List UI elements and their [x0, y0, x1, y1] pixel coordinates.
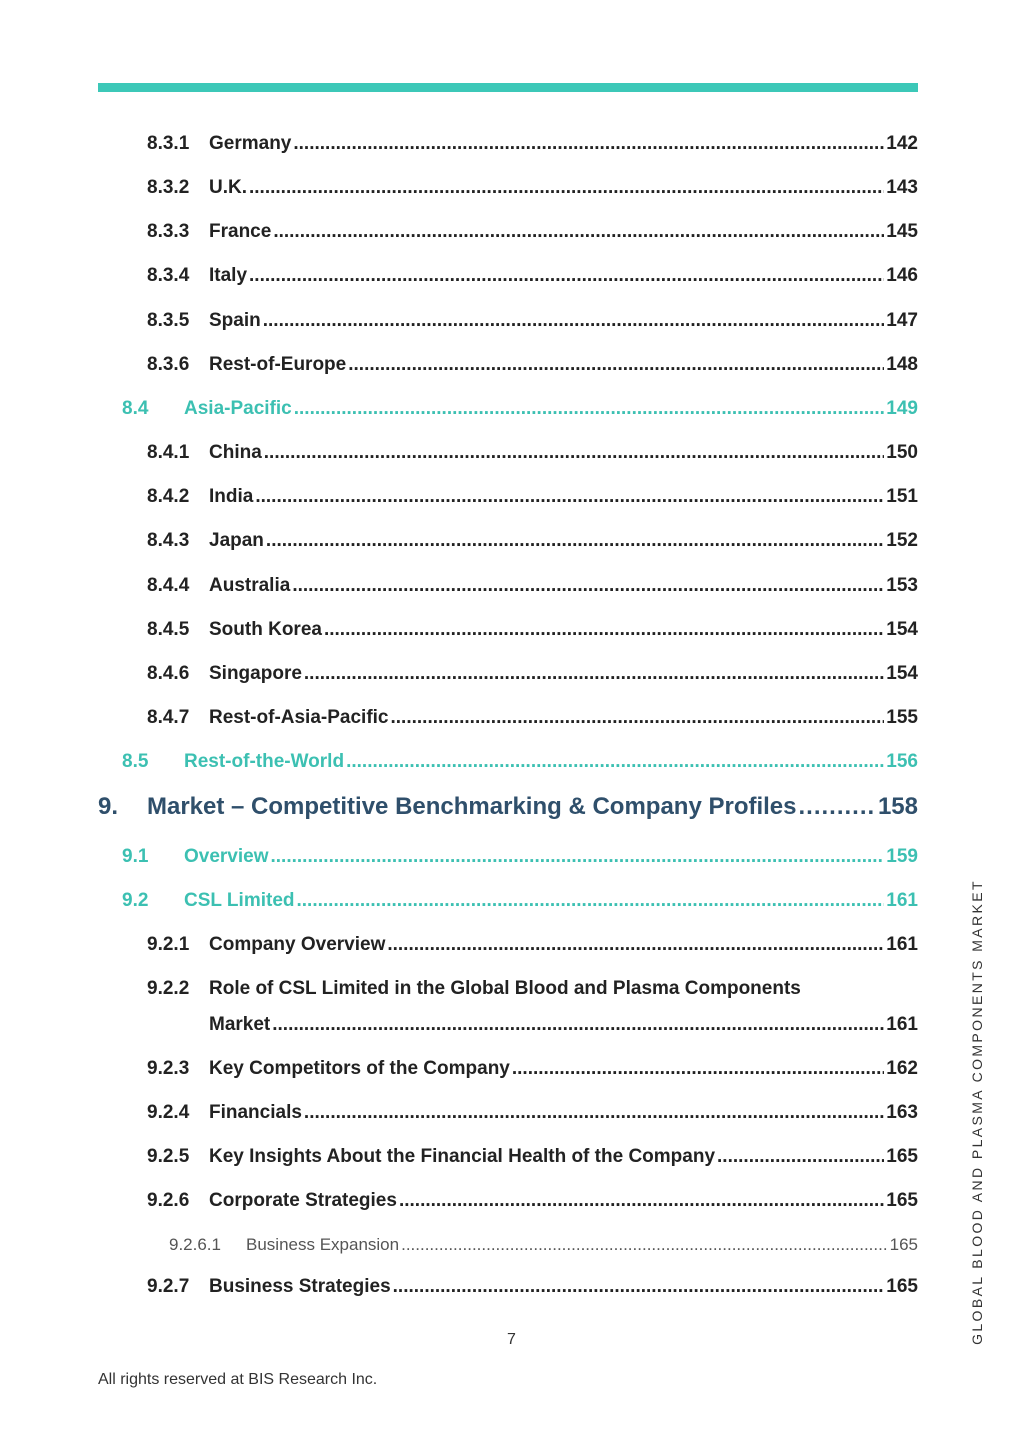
toc-entry-spain[interactable]	[147, 310, 918, 332]
toc-title-line2: Market	[209, 1014, 271, 1035]
toc-title: Asia-Pacific	[184, 398, 292, 419]
header-accent-bar	[98, 83, 918, 92]
toc-page: 148	[886, 354, 918, 375]
toc-leader	[273, 221, 884, 243]
toc-leader	[264, 442, 885, 464]
toc-page: 147	[886, 310, 918, 331]
toc-page: 161	[886, 934, 918, 955]
toc-entry-rest-of-asia-pacific[interactable]	[147, 707, 918, 729]
toc-number: 9.1	[122, 846, 149, 867]
toc-leader	[249, 177, 884, 199]
toc-title: Business Expansion	[246, 1235, 400, 1254]
toc-entry-italy[interactable]	[147, 265, 918, 287]
toc-entry-key-insights[interactable]	[147, 1146, 918, 1168]
vertical-report-title: GLOBAL BLOOD AND PLASMA COMPONENTS MARKET	[969, 879, 985, 1345]
toc-title: Rest-of-Asia-Pacific	[209, 707, 389, 728]
toc-entry-business-expansion[interactable]	[169, 1235, 918, 1255]
toc-number: 9.2.4	[147, 1102, 190, 1123]
toc-entry-financials[interactable]	[147, 1102, 918, 1124]
toc-leader	[387, 934, 884, 956]
toc-chapter-9[interactable]	[98, 793, 918, 821]
toc-title: Singapore	[209, 663, 302, 684]
toc-page: 161	[886, 890, 918, 911]
toc-leader	[348, 354, 884, 376]
toc-entry-corporate-strategies[interactable]	[147, 1190, 918, 1212]
toc-title: Italy	[209, 265, 248, 286]
toc-page: 152	[886, 530, 918, 551]
toc-title: Japan	[209, 530, 264, 551]
toc-entry-business-strategies[interactable]	[147, 1276, 918, 1298]
toc-leader	[512, 1058, 884, 1080]
toc-title: Germany	[209, 133, 292, 154]
toc-entry-asia-pacific[interactable]	[122, 398, 918, 420]
toc-entry-key-competitors[interactable]	[147, 1058, 918, 1080]
toc-number: 9.2.3	[147, 1058, 190, 1079]
toc-leader	[249, 265, 884, 287]
toc-page: 165	[886, 1190, 918, 1211]
toc-number: 9.2	[122, 890, 149, 911]
toc-leader	[304, 663, 884, 685]
toc-title: India	[209, 486, 254, 507]
toc-leader	[272, 1014, 884, 1036]
page-number: 7	[507, 1331, 516, 1348]
toc-leader	[401, 1235, 888, 1255]
toc-page: 165	[886, 1276, 918, 1297]
toc-title: Key Insights About the Financial Health of the Company	[209, 1146, 716, 1167]
toc-number: 8.3.1	[147, 133, 190, 154]
toc-leader	[393, 1276, 885, 1298]
toc-entry-role-of-csl[interactable]	[147, 978, 801, 1000]
toc-page: 154	[886, 619, 918, 640]
toc-number: 8.4.2	[147, 486, 190, 507]
toc-entry-overview[interactable]	[122, 846, 918, 868]
toc-entry-china[interactable]	[147, 442, 918, 464]
toc-number: 8.4.6	[147, 663, 190, 684]
toc-number: 9.2.6	[147, 1190, 190, 1211]
toc-title: Company Overview	[209, 934, 386, 955]
toc-title: Financials	[209, 1102, 302, 1123]
toc-page: 155	[886, 707, 918, 728]
toc-entry-india[interactable]	[147, 486, 918, 508]
toc-page: 156	[886, 751, 918, 772]
toc-number: 9.	[98, 793, 119, 820]
toc-entry-rest-of-europe[interactable]	[147, 354, 918, 376]
toc-page: 142	[886, 133, 918, 154]
toc-page: 151	[886, 486, 918, 507]
toc-title-line1: Role of CSL Limited in the Global Blood and Plasma Components	[209, 978, 801, 999]
toc-leader	[293, 133, 884, 155]
toc-entry-csl-limited[interactable]	[122, 890, 918, 912]
toc-leader	[717, 1146, 884, 1168]
toc-title: Key Competitors of the Company	[209, 1058, 510, 1079]
toc-title: Spain	[209, 310, 261, 331]
toc-title: Rest-of-Europe	[209, 354, 347, 375]
toc-number: 9.2.2	[147, 978, 190, 999]
toc-leader	[799, 793, 876, 821]
toc-leader	[294, 398, 885, 420]
toc-entry-france[interactable]	[147, 221, 918, 243]
toc-page: 154	[886, 663, 918, 684]
toc-title: U.K.	[209, 177, 247, 198]
toc-number: 8.3.2	[147, 177, 190, 198]
toc-title: France	[209, 221, 272, 242]
toc-entry-uk[interactable]	[147, 177, 918, 199]
toc-page: 143	[886, 177, 918, 198]
toc-number: 8.4.4	[147, 575, 190, 596]
toc-page: 159	[886, 846, 918, 867]
toc-number: 8.3.5	[147, 310, 190, 331]
toc-leader	[266, 530, 884, 552]
toc-title: CSL Limited	[184, 890, 295, 911]
toc-entry-japan[interactable]	[147, 530, 918, 552]
toc-title: Corporate Strategies	[209, 1190, 397, 1211]
toc-number: 8.4.1	[147, 442, 190, 463]
toc-leader	[297, 890, 885, 912]
toc-number: 9.2.5	[147, 1146, 190, 1167]
toc-title: Market – Competitive Benchmarking & Company Profiles	[147, 793, 797, 820]
toc-page: 161	[886, 1014, 918, 1035]
toc-page: 146	[886, 265, 918, 286]
toc-number: 9.2.7	[147, 1276, 190, 1297]
toc-number: 8.4.5	[147, 619, 190, 640]
toc-leader	[292, 575, 884, 597]
toc-title: Rest-of-the-World	[184, 751, 345, 772]
toc-page: 158	[877, 793, 918, 820]
toc-entry-role-of-csl-continued[interactable]	[209, 1014, 918, 1036]
toc-page: 165	[886, 1146, 918, 1167]
toc-page: 145	[886, 221, 918, 242]
toc-number: 8.4.7	[147, 707, 190, 728]
toc-entry-singapore[interactable]	[147, 663, 918, 685]
toc-number: 8.4	[122, 398, 149, 419]
toc-leader	[271, 846, 885, 868]
toc-page: 153	[886, 575, 918, 596]
toc-page: 163	[886, 1102, 918, 1123]
toc-leader	[263, 310, 885, 332]
toc-leader	[399, 1190, 884, 1212]
toc-leader	[304, 1102, 884, 1124]
toc-leader	[346, 751, 884, 773]
toc-leader	[324, 619, 884, 641]
toc-title: South Korea	[209, 619, 322, 640]
toc-title: Overview	[184, 846, 269, 867]
toc-title: China	[209, 442, 262, 463]
footer-copyright: All rights reserved at BIS Research Inc.	[98, 1371, 378, 1388]
toc-leader	[391, 707, 885, 729]
toc-entry-rest-of-the-world[interactable]	[122, 751, 918, 773]
toc-entry-south-korea[interactable]	[147, 619, 918, 641]
toc-page: 165	[889, 1235, 918, 1254]
toc-number: 9.2.6.1	[169, 1235, 221, 1254]
toc-page: 150	[886, 442, 918, 463]
toc-number: 8.5	[122, 751, 149, 772]
toc-entry-company-overview[interactable]	[147, 934, 918, 956]
toc-title: Australia	[209, 575, 291, 596]
toc-number: 8.3.3	[147, 221, 190, 242]
toc-number: 8.3.6	[147, 354, 190, 375]
toc-page: 162	[886, 1058, 918, 1079]
toc-title: Business Strategies	[209, 1276, 391, 1297]
toc-entry-australia[interactable]	[147, 575, 918, 597]
toc-number: 8.3.4	[147, 265, 190, 286]
toc-entry-germany[interactable]	[147, 133, 918, 155]
toc-page: 149	[886, 398, 918, 419]
toc-leader	[255, 486, 884, 508]
toc-number: 8.4.3	[147, 530, 190, 551]
toc-number: 9.2.1	[147, 934, 190, 955]
